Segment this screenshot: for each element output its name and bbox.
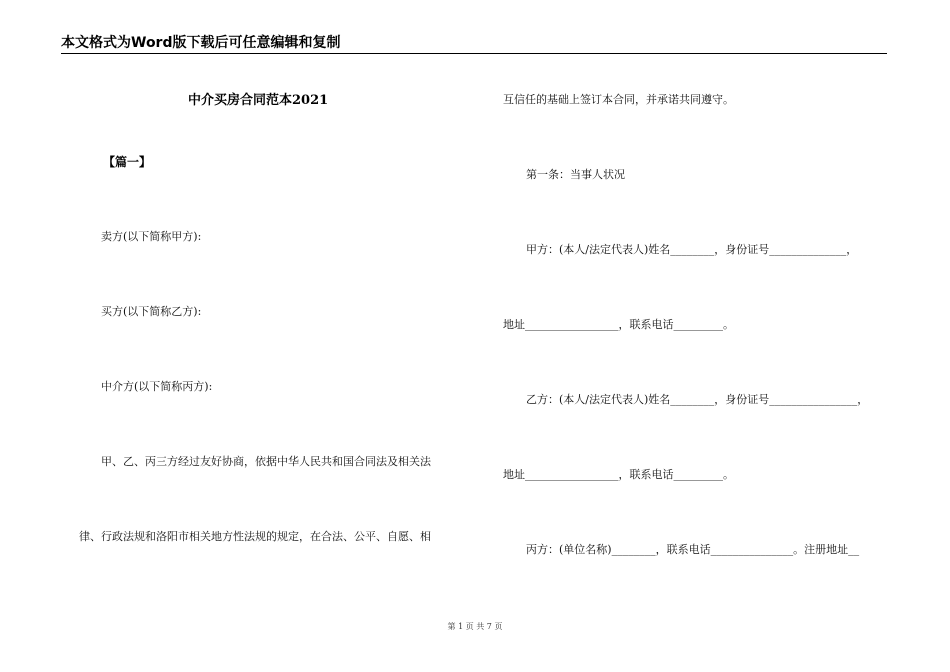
party-c-line: 丙方：(单位名称)________，联系电话_______________。注册地址__ xyxy=(526,543,860,556)
section-heading: 【篇一】 xyxy=(103,155,152,169)
party-a-address-line: 地址_________________，联系电话_________。 xyxy=(503,318,734,331)
paragraph-line-2: 律、行政法规和洛阳市相关地方性法规的规定，在合法、公平、自愿、相 xyxy=(79,530,431,543)
party-b-address-line: 地址_________________，联系电话_________。 xyxy=(503,468,734,481)
agent-line: 中介方(以下简称丙方): xyxy=(101,380,213,393)
party-b-name-line: 乙方：(本人/法定代表人)姓名________，身份证号________________， xyxy=(526,393,869,406)
page-number: 第 1 页 共 7 页 xyxy=(447,622,503,631)
document-header: 本文格式为Word版下载后可任意编辑和复制 xyxy=(61,35,341,51)
article-heading: 第一条：当事人状况 xyxy=(526,168,625,181)
header-divider xyxy=(61,53,887,54)
contract-title: 中介买房合同范本2021 xyxy=(188,93,329,108)
party-a-name-line: 甲方：(本人/法定代表人)姓名________，身份证号______________， xyxy=(526,243,858,256)
buyer-line: 买方(以下简称乙方): xyxy=(101,305,202,318)
paragraph-line-1: 甲、乙、丙三方经过友好协商，依据中华人民共和国合同法及相关法 xyxy=(101,455,431,468)
paragraph-line-3: 互信任的基础上签订本合同，并承诺共同遵守。 xyxy=(503,93,734,106)
seller-line: 卖方(以下简称甲方): xyxy=(101,230,202,243)
